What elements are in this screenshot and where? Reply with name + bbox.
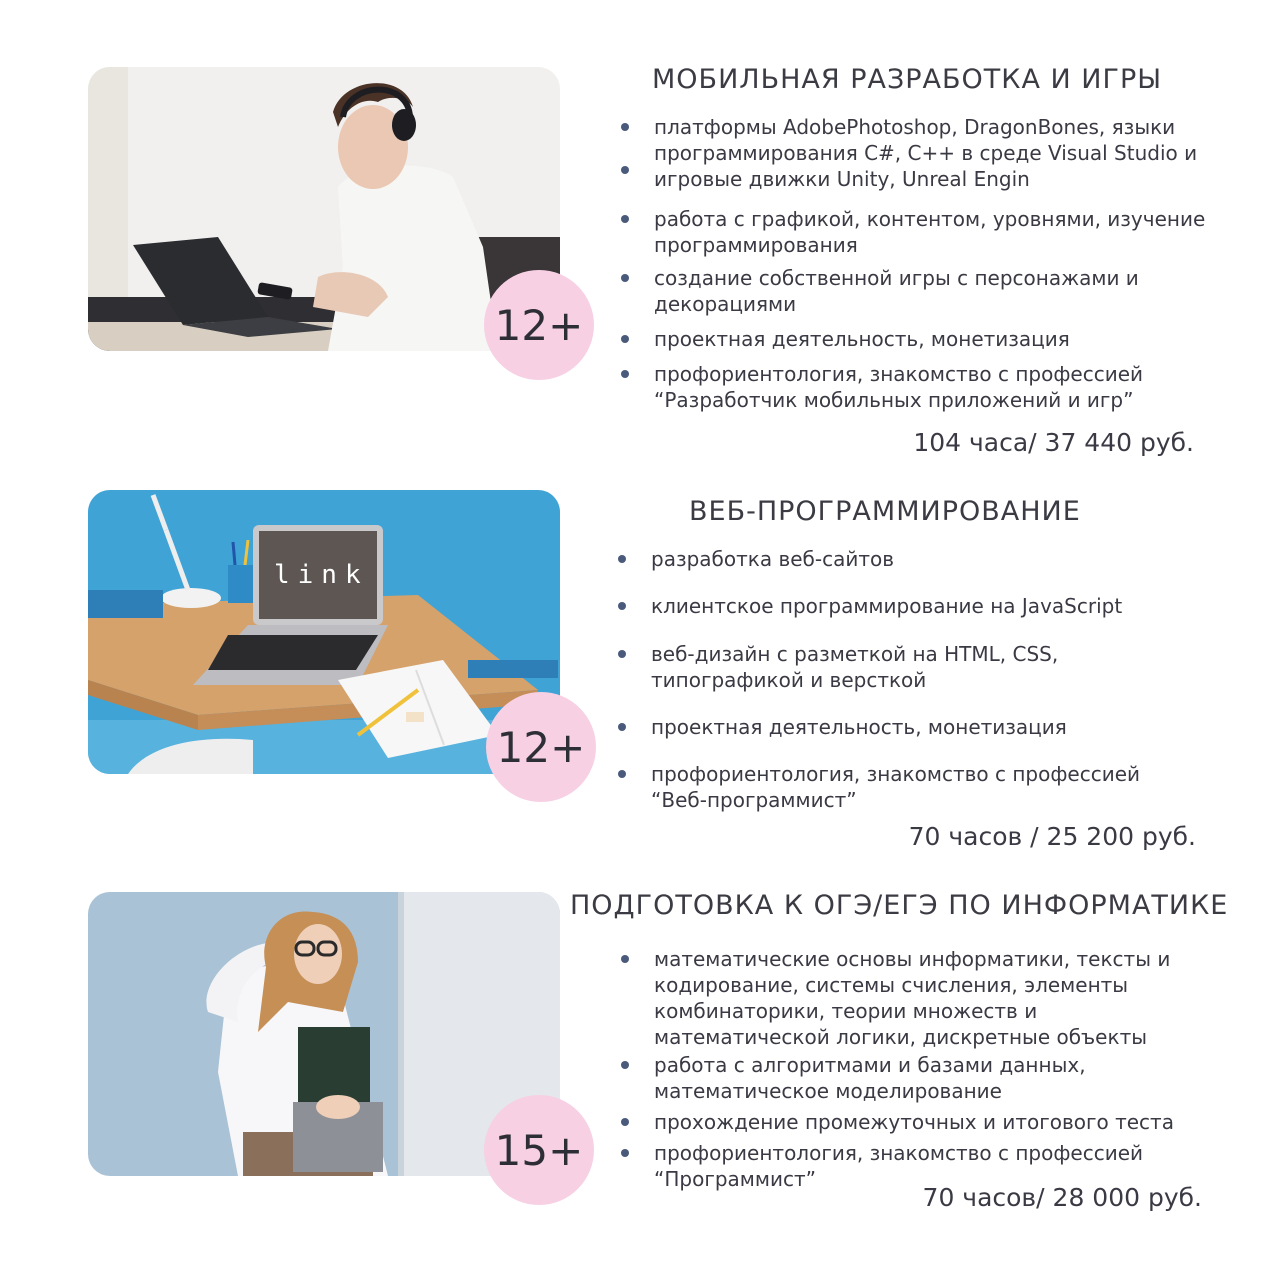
bullet-icon (618, 770, 626, 778)
bullet-icon (618, 723, 626, 731)
bullet-icon (621, 215, 629, 223)
topic-text: профориентология, знакомство с профессией “Программист” (654, 1141, 1144, 1191)
topic-text: работа с графикой, контентом, уровнями, изучение программирования (654, 207, 1206, 257)
list-item (654, 361, 1154, 413)
course-price: 104 часа/ 37 440 руб. (913, 428, 1194, 457)
bullet-icon (621, 1118, 629, 1126)
bullet-icon (621, 1061, 629, 1069)
topic-text: прохождение промежуточных и итогового теста (654, 1110, 1174, 1134)
list-item (651, 761, 1151, 813)
list-item (654, 114, 1214, 192)
topic-text: профориентология, знакомство с профессией “Веб-программист” (651, 762, 1141, 812)
list-item (654, 1109, 1214, 1135)
bullet-icon (621, 955, 629, 963)
course-price: 70 часов / 25 200 руб. (908, 822, 1196, 851)
bullet-icon (621, 123, 629, 131)
topic-text: профориентология, знакомство с профессией “Разработчик мобильных приложений и игр” (654, 362, 1144, 412)
age-badge: 15+ (484, 1095, 594, 1205)
list-item (654, 326, 1214, 352)
laptop-screen-text: link (274, 560, 369, 590)
list-item (654, 1052, 1134, 1104)
course-title: МОБИЛЬНАЯ РАЗРАБОТКА И ИГРЫ (652, 64, 1163, 95)
list-item (651, 714, 1211, 740)
bullet-icon (621, 335, 629, 343)
bullet-icon (618, 602, 626, 610)
age-badge: 12+ (484, 270, 594, 380)
topic-text: разработка веб-сайтов (651, 547, 895, 571)
list-item (654, 265, 1154, 317)
topic-text: математические основы информатики, тексты и кодирование, системы счисления, элементы комбинаторики, теории множеств и математической логики, дискретные объекты (654, 947, 1171, 1049)
topic-text: создание собственной игры с персонажами и декорациями (654, 266, 1139, 316)
list-item (654, 206, 1214, 258)
topic-text: веб-дизайн с разметкой на HTML, CSS, типографикой и версткой (651, 642, 1059, 692)
bullet-icon (621, 166, 629, 174)
course-price: 70 часов/ 28 000 руб. (922, 1183, 1202, 1212)
topic-text: проектная деятельность, монетизация (651, 715, 1067, 739)
course-title: ПОДГОТОВКА К ОГЭ/ЕГЭ ПО ИНФОРМАТИКЕ (570, 890, 1229, 921)
course-title: ВЕБ-ПРОГРАММИРОВАНИЕ (689, 496, 1081, 527)
list-item (651, 546, 1211, 572)
bullet-icon (621, 370, 629, 378)
list-item (651, 641, 1091, 693)
topic-text: работа с алгоритмами и базами данных, математическое моделирование (654, 1053, 1086, 1103)
bullet-icon (618, 650, 626, 658)
age-badge: 12+ (486, 692, 596, 802)
bullet-icon (621, 274, 629, 282)
topic-text: проектная деятельность, монетизация (654, 327, 1070, 351)
topic-text: клиентское программирование на JavaScript (651, 594, 1123, 618)
list-item (651, 593, 1211, 619)
bullet-icon (621, 1149, 629, 1157)
bullet-icon (618, 555, 626, 563)
list-item (654, 946, 1214, 1050)
topic-text: платформы AdobePhotoshop, DragonBones, языки программирования C#, C++ в среде Visual Studio и игровые движки Unity, Unreal Engin (654, 115, 1198, 191)
